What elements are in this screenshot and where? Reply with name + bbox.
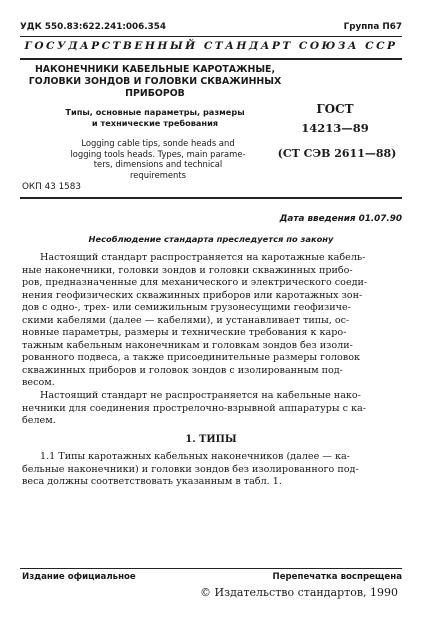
reprint-prohibited: Перепечатка воспрещена [272,572,402,582]
banner-rule [20,58,402,60]
title-subtitle: Типы, основные параметры, размеры и технические требования [65,107,245,128]
title-ru: НАКОНЕЧНИКИ КАБЕЛЬНЫЕ КАРОТАЖНЫЕ, ГОЛОВКИ ЗОНДОВ И ГОЛОВКИ СКВАЖИННЫХ ПРИБОРОВ [28,64,282,99]
udk-code: УДК 550.83:622.241:006.354 [20,22,166,32]
gost-number: 14213—89 [301,121,369,135]
section-heading: 1. ТИПЫ [185,434,237,445]
okp-code: ОКП 43 1583 [22,182,81,192]
types-paragraph: 1.1 Типы каротажных кабельных наконечников (далее — ка- бельные наконечники) и головки зондов без изолированного под- веса должны соответствовать указанным в табл. 1. [22,451,359,487]
title-rule [20,197,402,199]
copyright: © Издательство стандартов, 1990 [200,586,398,599]
group-code: Группа П67 [343,22,402,32]
date-introduction: Дата введения 01.07.90 [279,214,402,224]
scope-paragraph: Настоящий стандарт не распространяется на кабельные нако- нечники для соединения прострелочно-взрывной аппаратуры с ка- белем. [22,390,366,426]
official-edition: Издание официальное [22,572,136,582]
gost-label: ГОСТ [316,102,354,116]
footer-rule [20,568,402,569]
intro-paragraph: Настоящий стандарт распространяется на каротажные кабель- ные наконечники, головки зондов и головки скважинных прибо- ров, предназначенные для механического и электрического соеди- нения геофизических скважинных приборов или каротажных зон- дов с одно-, трех- или семижильным грузонесущими геофизиче- скими кабелями (далее — кабелями), и устанавливает типы, ос- новные параметры, размеры и технические требования к каро- тажным кабельным наконечникам и головкам зондов без изоли- рованного подвеса, а также присоединительные размеры головок скважинных приборов и головок зондов с изолированным под- весом. [22,252,368,388]
sev-number: (СТ СЭВ 2611—88) [277,147,397,160]
legal-warning: Несоблюдение стандарта преследуется по закону [88,234,334,244]
standard-banner: ГОСУДАРСТВЕННЫЙ СТАНДАРТ СОЮЗА ССР [24,40,398,52]
title-en: Logging cable tips, sonde heads and logging tools heads. Types, main parame- ters, dimensions and technical requirements [70,138,246,180]
top-rule [20,36,402,37]
